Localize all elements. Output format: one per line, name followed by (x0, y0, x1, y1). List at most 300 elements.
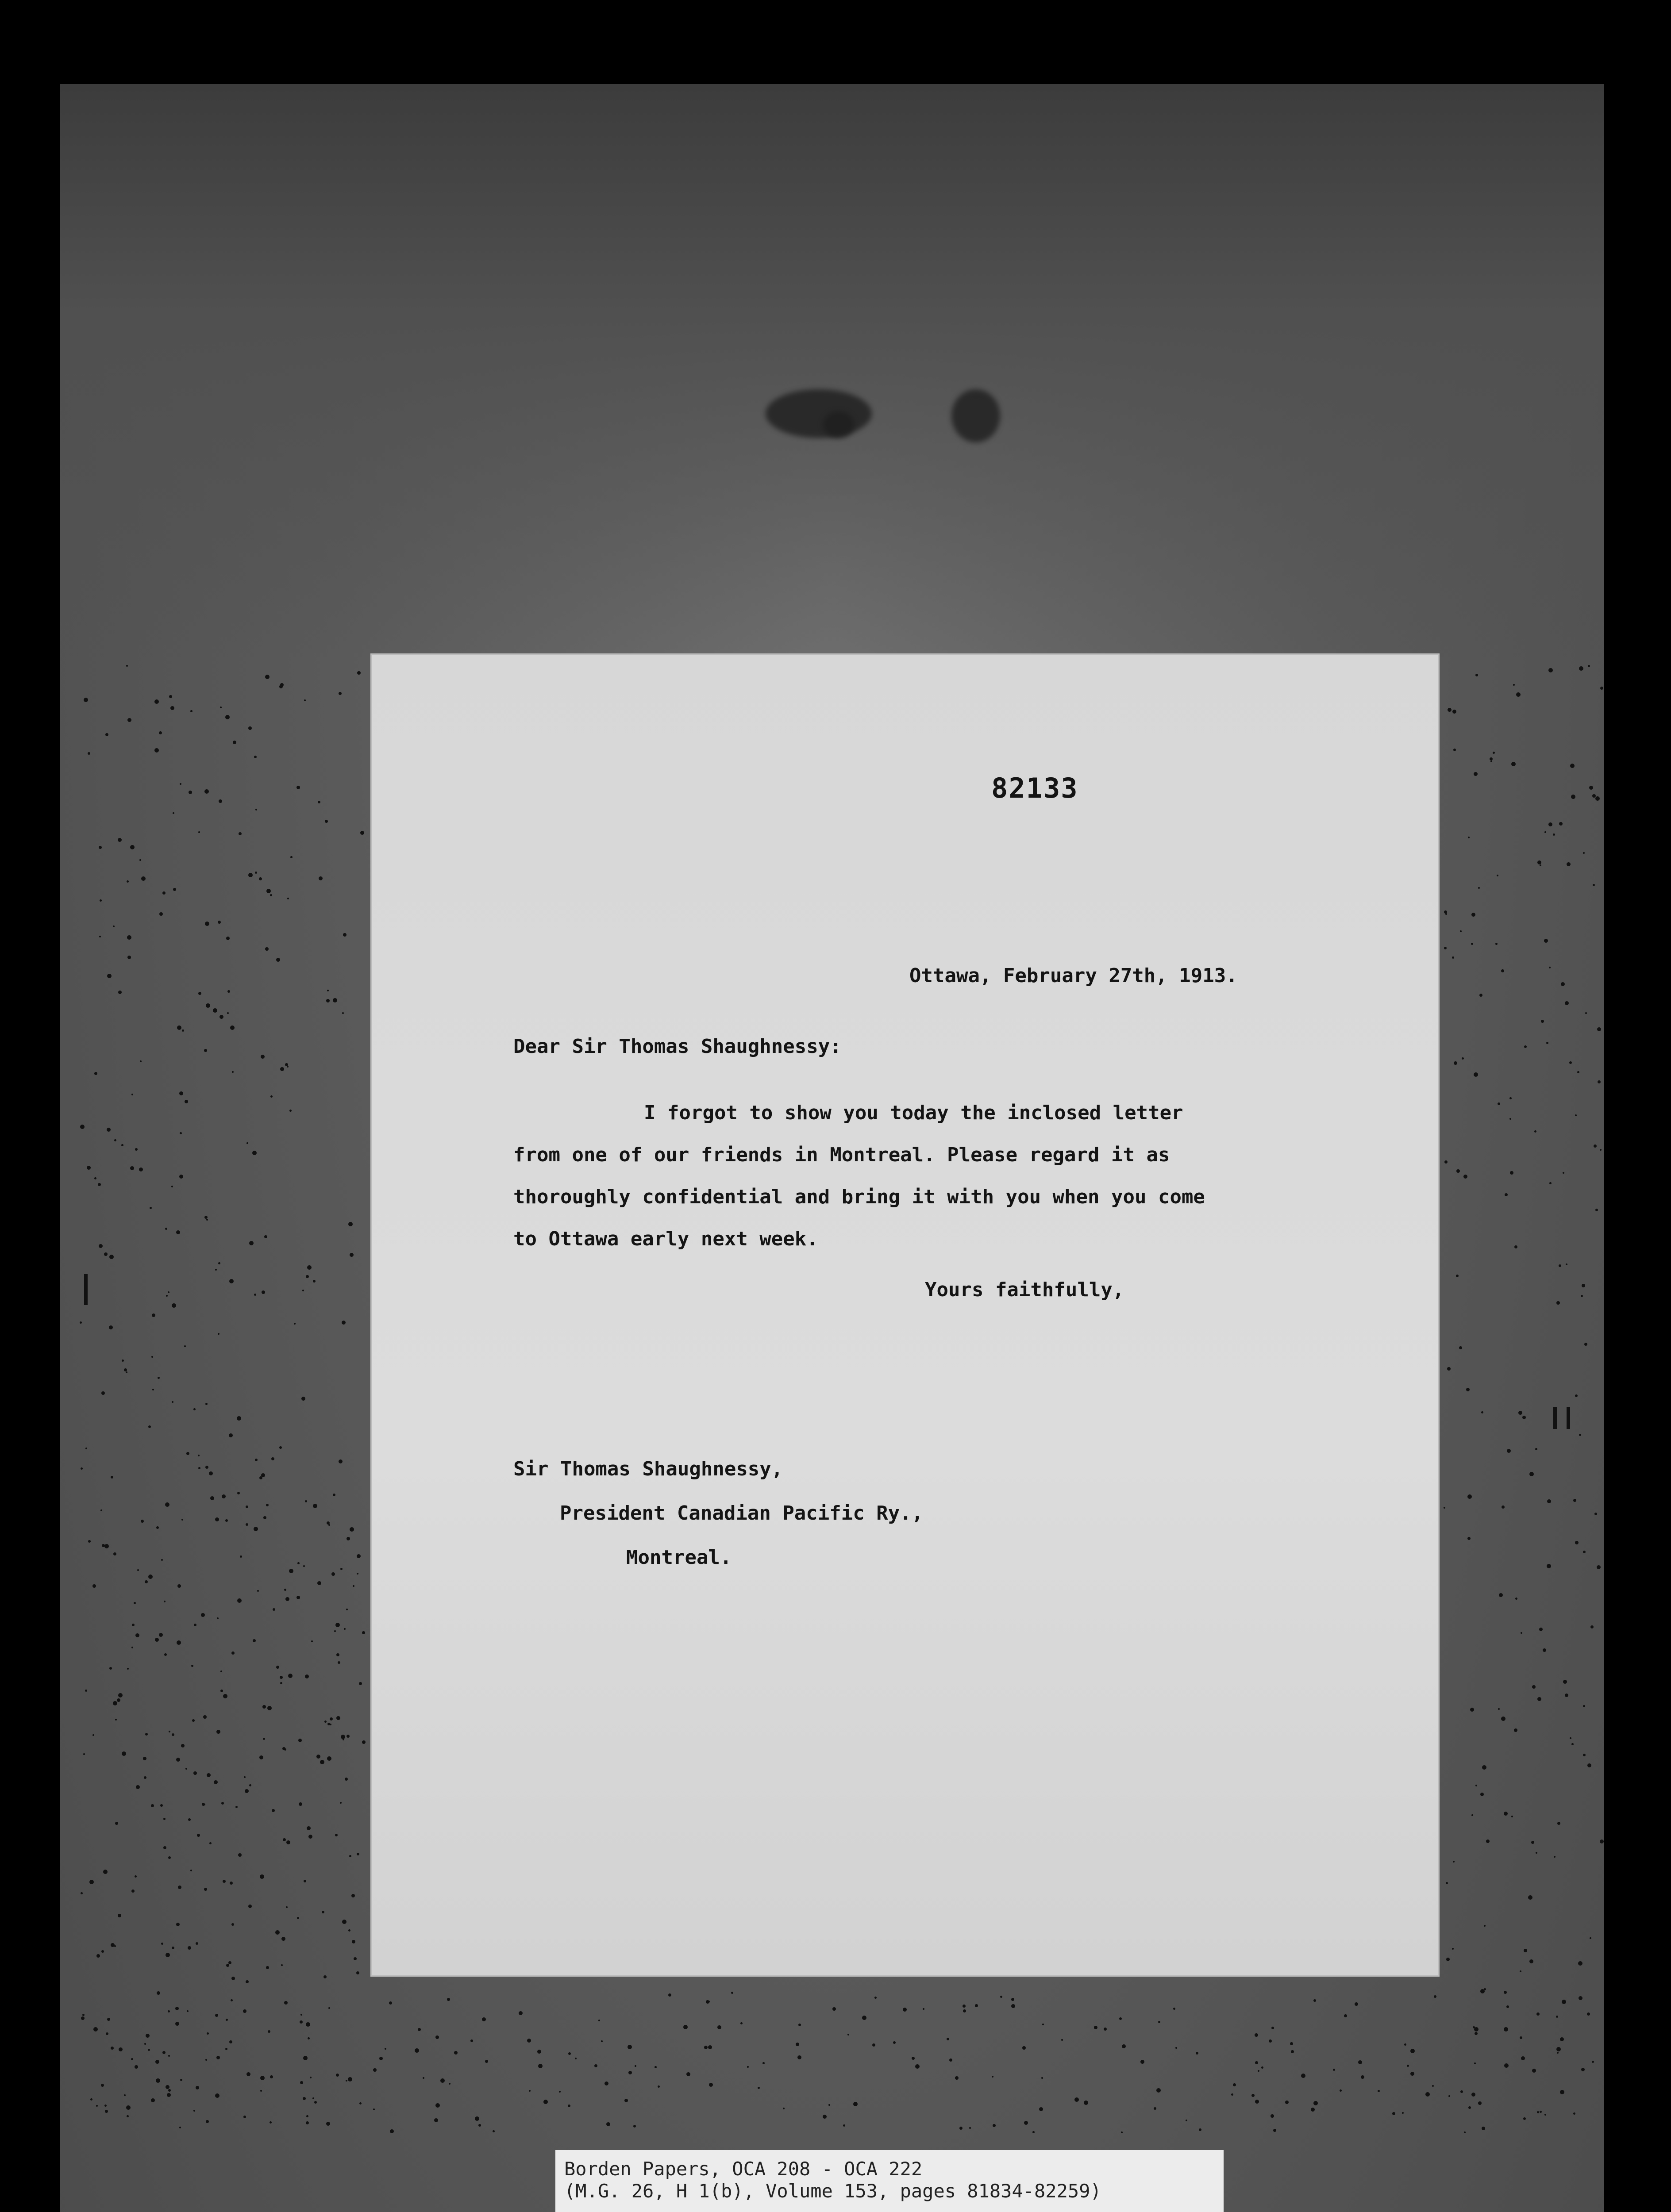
film-speckle (963, 2009, 966, 2012)
film-speckle (1548, 822, 1552, 826)
film-speckle (606, 2122, 610, 2126)
film-speckle (1446, 1958, 1450, 1961)
film-speckle (239, 832, 242, 835)
film-speckle (84, 698, 88, 702)
film-speckle (893, 2041, 896, 2044)
film-speckle (299, 1802, 302, 1806)
film-speckle (190, 1870, 192, 1871)
film-speckle (167, 2093, 171, 2097)
film-speckle (1446, 1882, 1448, 1884)
film-edge-mark (1567, 1407, 1570, 1429)
film-speckle (96, 2105, 98, 2107)
film-speckle (1290, 2042, 1293, 2045)
film-speckle (1484, 1988, 1486, 1990)
film-speckle (1478, 887, 1480, 889)
film-speckle (1471, 2093, 1475, 2097)
film-speckle (254, 1294, 256, 1296)
film-speckle (80, 1321, 82, 1324)
film-speckle (114, 1139, 116, 1141)
film-speckle (1448, 2095, 1450, 2097)
film-speckle (165, 1502, 169, 1507)
film-speckle (310, 2077, 312, 2078)
film-speckle (162, 2051, 166, 2054)
film-speckle (1273, 2129, 1276, 2132)
film-speckle (668, 1993, 671, 1997)
film-speckle (454, 2051, 458, 2055)
film-speckle (326, 999, 330, 1002)
film-speckle (255, 809, 257, 810)
film-speckle (89, 1880, 94, 1884)
film-speckle (1199, 2128, 1201, 2131)
film-speckle (1556, 2016, 1558, 2018)
film-speckle (1590, 1937, 1591, 1939)
film-speckle (1474, 772, 1478, 776)
film-speckle (1471, 1814, 1473, 1816)
film-speckle (130, 1166, 134, 1170)
film-speckle (1575, 1541, 1579, 1544)
film-speckle (683, 2025, 688, 2029)
film-speckle (259, 877, 262, 880)
film-speckle (1452, 710, 1456, 714)
film-speckle (96, 1954, 100, 1958)
film-speckle (101, 1950, 104, 1953)
film-speckle (1255, 2061, 1258, 2064)
film-speckle (342, 1012, 344, 1014)
film-speckle (231, 1977, 235, 1980)
smudge-mark (823, 411, 854, 438)
film-speckle (1563, 1172, 1564, 1174)
film-speckle (655, 2066, 657, 2068)
film-speckle (161, 1943, 163, 1945)
film-speckle (1561, 982, 1565, 986)
film-speckle (1475, 1785, 1477, 1786)
film-speckle (271, 1457, 274, 1460)
film-speckle (306, 1275, 309, 1278)
film-speckle (1460, 2090, 1463, 2093)
film-speckle (179, 1091, 183, 1095)
film-speckle (1425, 2092, 1430, 2097)
film-speckle (203, 1715, 207, 1719)
film-speckle (658, 2085, 660, 2088)
film-speckle (350, 1527, 354, 1532)
letter-date: Ottawa, February 27th, 1913. (909, 964, 1238, 987)
film-speckle (284, 2001, 288, 2005)
film-speckle (146, 2034, 150, 2038)
film-speckle (1024, 2121, 1028, 2125)
film-speckle (1119, 2017, 1122, 2020)
film-speckle (220, 707, 222, 708)
film-speckle (163, 1846, 166, 1849)
film-speckle (1480, 1793, 1484, 1796)
film-speckle (598, 2020, 600, 2021)
film-speckle (172, 1401, 173, 1403)
film-speckle (1482, 1765, 1486, 1770)
film-speckle (1444, 910, 1447, 914)
film-speckle (1546, 1042, 1548, 1044)
film-speckle (282, 1747, 285, 1750)
film-speckle (1454, 1061, 1457, 1065)
film-speckle (1470, 1708, 1474, 1712)
film-speckle (1514, 1728, 1517, 1732)
film-speckle (304, 699, 306, 701)
film-speckle (248, 1905, 252, 1908)
film-speckle (1514, 1245, 1517, 1248)
letter-sheet (372, 655, 1438, 1975)
film-speckle (1468, 2106, 1471, 2109)
film-speckle (357, 1853, 359, 1855)
film-speckle (238, 1853, 242, 1857)
film-speckle (294, 1323, 296, 1325)
film-speckle (162, 891, 166, 895)
film-speckle (1140, 2060, 1144, 2064)
film-speckle (281, 1964, 283, 1966)
film-speckle (872, 2043, 875, 2047)
film-speckle (340, 1568, 343, 1570)
film-speckle (959, 2127, 963, 2130)
film-speckle (262, 1705, 266, 1709)
film-speckle (237, 1492, 240, 1494)
film-speckle (1084, 2101, 1088, 2105)
film-speckle (98, 1183, 101, 1186)
film-speckle (1504, 1991, 1507, 1994)
film-speckle (100, 1509, 102, 1511)
film-speckle (187, 2010, 189, 2012)
letter-body-line: thoroughly confidential and bring it with you when you come (513, 1186, 1205, 1208)
film-speckle (1581, 2068, 1585, 2071)
film-speckle (275, 1930, 280, 1935)
film-speckle (290, 856, 293, 858)
film-speckle (307, 1826, 311, 1830)
film-speckle (348, 2077, 352, 2081)
film-speckle (237, 1416, 241, 1421)
film-speckle (188, 1818, 191, 1821)
film-speckle (342, 1321, 346, 1325)
film-speckle (99, 1244, 103, 1248)
film-speckle (165, 1228, 167, 1230)
film-speckle (185, 1768, 187, 1770)
film-speckle (219, 1015, 223, 1019)
film-speckle (218, 1262, 220, 1264)
film-speckle (1453, 749, 1456, 751)
film-speckle (139, 859, 141, 861)
film-speckle (215, 1517, 219, 1521)
film-speckle (311, 1640, 313, 1642)
film-speckle (176, 1923, 180, 1926)
film-speckle (373, 2108, 375, 2110)
film-speckle (527, 2039, 531, 2043)
smudge-mark (766, 389, 872, 438)
film-speckle (538, 2064, 543, 2068)
film-speckle (915, 2064, 920, 2069)
film-speckle (303, 1565, 305, 1567)
film-speckle (155, 1638, 159, 1642)
film-speckle (1473, 2026, 1475, 2028)
film-speckle (343, 1739, 344, 1740)
film-speckle (1361, 2075, 1364, 2079)
letter-body-line: I forgot to show you today the inclosed letter (644, 1102, 1183, 1124)
film-speckle (260, 1874, 264, 1879)
film-speckle (1556, 2047, 1561, 2051)
film-speckle (285, 1063, 288, 1066)
film-speckle (1355, 2002, 1358, 2006)
film-edge-mark (1553, 1407, 1557, 1429)
film-speckle (357, 1573, 358, 1575)
film-speckle (143, 1757, 146, 1760)
film-speckle (1444, 1507, 1445, 1509)
film-speckle (313, 1504, 317, 1508)
film-speckle (319, 876, 323, 880)
film-speckle (435, 2103, 440, 2108)
film-speckle (182, 1029, 184, 1032)
film-speckle (1479, 994, 1482, 997)
film-speckle (1467, 1537, 1471, 1540)
film-speckle (493, 2130, 495, 2132)
film-speckle (113, 1552, 116, 1555)
film-speckle (90, 2098, 92, 2101)
film-speckle (1573, 1499, 1576, 1502)
film-speckle (115, 1822, 118, 1825)
film-speckle (327, 1521, 330, 1525)
film-speckle (306, 2115, 308, 2117)
film-speckle (1563, 1680, 1567, 1684)
film-speckle (1490, 757, 1493, 760)
film-speckle (105, 733, 108, 736)
film-speckle (88, 752, 90, 755)
film-speckle (1570, 764, 1575, 768)
film-speckle (94, 1177, 96, 1179)
film-speckle (345, 1778, 348, 1781)
film-speckle (113, 926, 115, 927)
film-speckle (823, 2115, 827, 2119)
film-speckle (254, 1527, 258, 1531)
film-speckle (210, 1496, 214, 1500)
film-speckle (1536, 2012, 1540, 2016)
film-speckle (1000, 1996, 1002, 1998)
film-speckle (184, 1345, 186, 1347)
film-speckle (1587, 1763, 1591, 1767)
film-speckle (1313, 2101, 1318, 2105)
film-speckle (1557, 2052, 1559, 2054)
film-speckle (1560, 2037, 1564, 2041)
film-speckle (1562, 2000, 1566, 2004)
film-speckle (327, 1756, 331, 1761)
film-speckle (151, 1356, 153, 1358)
film-speckle (197, 1834, 200, 1837)
citation-line: Borden Papers, OCA 208 - OCA 222 (564, 2158, 923, 2180)
film-speckle (222, 1494, 226, 1498)
film-speckle (604, 2081, 608, 2085)
letter-closing: Yours faithfully, (925, 1279, 1124, 1301)
film-speckle (230, 1882, 233, 1885)
film-speckle (1464, 2131, 1466, 2133)
film-speckle (478, 2124, 481, 2127)
film-speckle (1122, 2044, 1126, 2048)
film-speckle (180, 2079, 182, 2081)
film-speckle (323, 1975, 327, 1978)
film-speckle (1452, 1948, 1454, 1950)
film-speckle (205, 1403, 208, 1405)
film-speckle (847, 2034, 849, 2035)
film-speckle (111, 1476, 113, 1479)
film-speckle (357, 671, 361, 675)
film-speckle (340, 1802, 342, 1804)
film-speckle (1462, 1057, 1464, 1060)
film-speckle (308, 1835, 312, 1839)
film-speckle (717, 2025, 721, 2029)
film-speckle (307, 1265, 312, 1270)
film-speckle (354, 1957, 357, 1960)
film-speckle (1486, 1839, 1490, 1843)
film-speckle (993, 2124, 996, 2127)
film-speckle (1456, 1169, 1460, 1173)
film-speckle (179, 2127, 181, 2128)
film-speckle (1565, 1694, 1568, 1697)
film-speckle (1532, 1685, 1536, 1689)
film-speckle (223, 1880, 226, 1883)
film-speckle (177, 1640, 181, 1645)
film-speckle (1301, 2074, 1305, 2078)
film-speckle (797, 2055, 801, 2059)
film-speckle (1575, 1394, 1578, 1397)
film-speckle (155, 2060, 159, 2064)
film-speckle (1407, 2065, 1409, 2067)
film-speckle (118, 1693, 123, 1697)
film-speckle (1521, 1632, 1522, 1634)
film-speckle (107, 974, 112, 978)
smudge-mark (951, 389, 1000, 442)
film-speckle (252, 1151, 257, 1155)
film-speckle (704, 2046, 708, 2049)
film-speckle (296, 786, 300, 789)
film-speckle (1556, 1301, 1560, 1305)
letter-salutation: Dear Sir Thomas Shaughnessy: (513, 1035, 842, 1058)
film-speckle (324, 1720, 327, 1723)
film-speckle (303, 2056, 308, 2060)
film-speckle (1175, 2047, 1177, 2049)
film-speckle (1547, 1564, 1551, 1568)
film-speckle (207, 2032, 209, 2035)
film-speckle (1537, 860, 1541, 864)
film-speckle (1547, 1499, 1551, 1503)
film-speckle (1104, 2028, 1107, 2031)
film-speckle (172, 1947, 174, 1949)
film-speckle (1535, 1448, 1537, 1450)
film-speckle (159, 912, 163, 916)
film-speckle (168, 1856, 171, 1859)
film-speckle (196, 2086, 199, 2089)
film-speckle (287, 898, 289, 899)
film-speckle (206, 2120, 209, 2123)
film-speckle (297, 1562, 300, 1564)
film-speckle (628, 2045, 632, 2049)
film-speckle (1432, 2085, 1434, 2087)
film-speckle (172, 1733, 174, 1736)
film-speckle (709, 2083, 713, 2087)
film-speckle (104, 2104, 107, 2107)
film-speckle (134, 1602, 136, 1604)
film-speckle (333, 998, 337, 1002)
film-speckle (575, 2058, 577, 2059)
film-speckle (1505, 1193, 1508, 1196)
film-speckle (193, 2110, 195, 2112)
film-speckle (118, 1914, 121, 1917)
film-speckle (1579, 666, 1583, 671)
film-speckle (303, 2097, 306, 2100)
film-speckle (1585, 1012, 1587, 1014)
film-speckle (333, 1494, 335, 1496)
film-speckle (1444, 1160, 1448, 1164)
film-speckle (205, 1466, 208, 1469)
film-speckle (257, 1590, 259, 1592)
film-speckle (306, 2022, 310, 2027)
film-speckle (157, 1991, 160, 1995)
film-speckle (1392, 2112, 1395, 2115)
film-speckle (975, 2004, 978, 2007)
film-speckle (144, 2043, 146, 2045)
film-speckle (1251, 2094, 1255, 2097)
film-speckle (519, 2011, 523, 2015)
mount-shadow (60, 84, 1604, 659)
film-speckle (280, 1067, 284, 1071)
film-speckle (171, 1186, 173, 1187)
recipient-city: Montreal. (626, 1546, 732, 1569)
film-speckle (103, 1870, 108, 1874)
film-speckle (180, 1132, 182, 1134)
letter-body-line: to Ottawa early next week. (513, 1228, 818, 1250)
recipient-title: President Canadian Pacific Ry., (560, 1502, 924, 1525)
film-speckle (214, 1780, 218, 1784)
film-speckle (131, 1094, 133, 1095)
film-speckle (1358, 2060, 1362, 2064)
film-speckle (1532, 2069, 1536, 2073)
film-speckle (169, 695, 172, 698)
film-speckle (266, 889, 271, 893)
film-speckle (118, 991, 122, 994)
film-speckle (270, 2075, 273, 2078)
film-speckle (243, 2009, 246, 2013)
film-speckle (152, 1313, 155, 1317)
film-speckle (1271, 2114, 1274, 2118)
film-speckle (1554, 1856, 1555, 1858)
film-speckle (336, 2074, 339, 2077)
film-speckle (316, 1755, 320, 1759)
film-speckle (81, 1467, 83, 1470)
film-speckle (118, 838, 122, 842)
film-speckle (389, 2001, 392, 2005)
film-speckle (1583, 1705, 1585, 1707)
film-speckle (206, 1003, 210, 1008)
film-speckle (1569, 1061, 1572, 1064)
film-speckle (115, 1719, 117, 1720)
film-speckle (1011, 2004, 1015, 2008)
film-speckle (1504, 2063, 1509, 2068)
film-speckle (273, 1608, 275, 1611)
film-speckle (135, 2065, 138, 2069)
film-speckle (1560, 2090, 1564, 2094)
film-speckle (1313, 1999, 1316, 2002)
film-speckle (180, 783, 181, 785)
film-speckle (151, 2098, 155, 2102)
film-speckle (82, 2014, 85, 2016)
film-speckle (1511, 762, 1516, 766)
film-speckle (348, 1222, 353, 1226)
film-speckle (435, 2035, 439, 2039)
film-speckle (159, 1633, 163, 1637)
film-speckle (1471, 943, 1473, 945)
film-speckle (276, 958, 280, 962)
film-speckle (322, 1911, 324, 1913)
film-speckle (1475, 2032, 1478, 2035)
